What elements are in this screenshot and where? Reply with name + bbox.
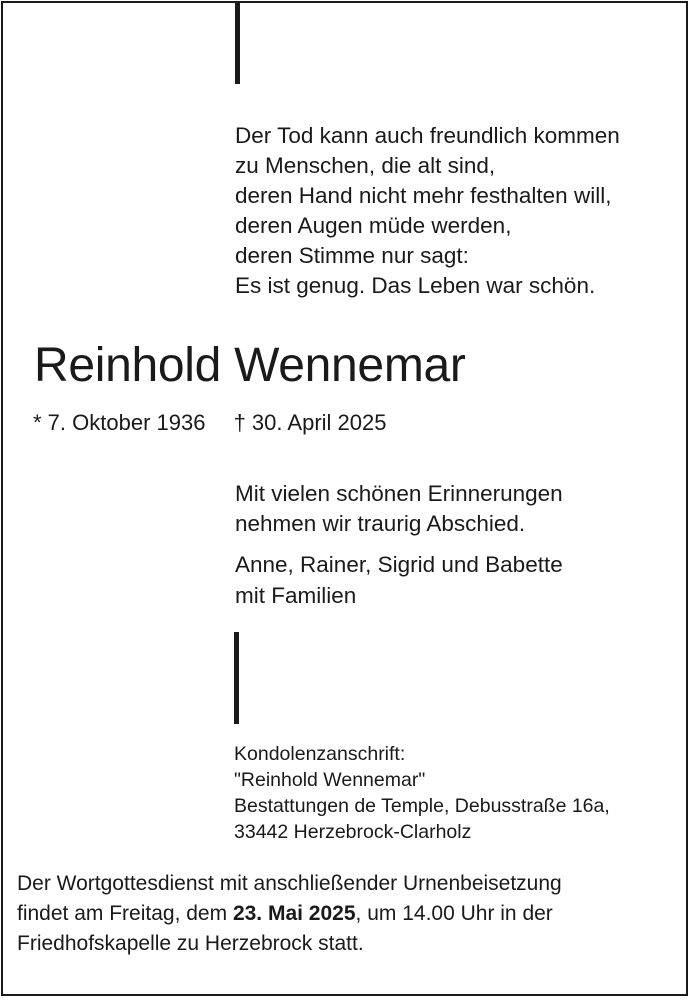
condolence-heading: Kondolenzanschrift: <box>234 743 406 765</box>
service-text: findet am Freitag, dem <box>17 902 233 925</box>
service-time: , um 14.00 Uhr in der <box>355 902 553 925</box>
mourners-line: mit Familien <box>235 583 357 608</box>
farewell-text <box>235 479 563 539</box>
condolence-street: Bestattungen de Temple, Debusstraße 16a, <box>234 795 610 817</box>
deceased-name: Reinhold Wennemar <box>34 339 466 392</box>
life-dates <box>33 409 386 437</box>
condolence-city: 33442 Herzebrock-Clarholz <box>234 821 472 843</box>
middle-vertical-bar <box>234 632 239 724</box>
service-line-1: Der Wortgottesdienst mit anschließender Urnenbeisetzung <box>17 872 562 895</box>
farewell-line: nehmen wir traurig Abschied. <box>235 511 526 536</box>
death-date: † 30. April 2025 <box>233 410 387 435</box>
condolence-recipient: "Reinhold Wennemar" <box>234 769 426 791</box>
poem-line: Es ist genug. Das Leben war schön. <box>235 273 596 298</box>
birth-date: * 7. Oktober 1936 <box>33 410 206 435</box>
service-date: 23. Mai 2025 <box>232 902 356 925</box>
farewell-line: Mit vielen schönen Erinnerungen <box>235 481 563 506</box>
mourners <box>235 549 563 611</box>
poem-line: Der Tod kann auch freundlich kommen <box>235 123 620 148</box>
service-line-2 <box>17 899 562 929</box>
condolence-address <box>234 741 610 845</box>
poem-line: deren Hand nicht mehr festhalten will, <box>235 183 612 208</box>
mourners-line: Anne, Rainer, Sigrid und Babette <box>235 552 563 577</box>
top-vertical-bar <box>235 3 240 84</box>
service-announcement <box>17 869 562 959</box>
poem-line: deren Stimme nur sagt: <box>235 243 469 268</box>
service-line-3: Friedhofskapelle zu Herzebrock statt. <box>17 932 364 955</box>
poem-line: deren Augen müde werden, <box>235 213 512 238</box>
poem <box>235 121 620 301</box>
poem-line: zu Menschen, die alt sind, <box>235 153 496 178</box>
